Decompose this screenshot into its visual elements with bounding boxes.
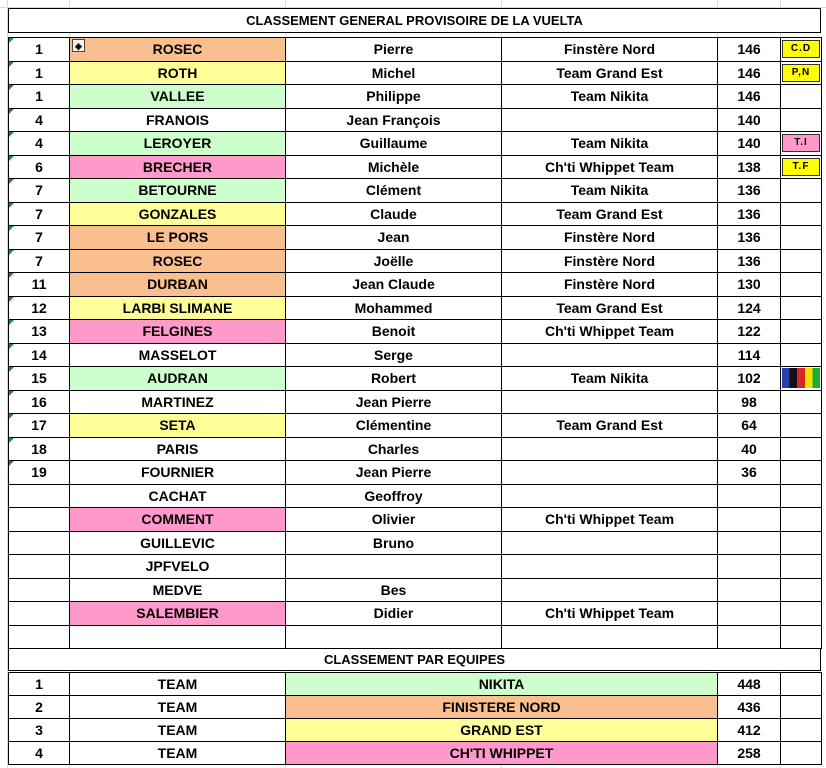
badge-cell[interactable] [781,625,822,649]
firstname-cell[interactable]: Clément [286,179,502,203]
team-cell[interactable]: Team Grand Est [502,296,718,320]
rank-cell[interactable]: 17 [9,414,70,438]
ranking-row [9,531,822,555]
rank-cell[interactable]: 19 [9,461,70,485]
error-indicator-icon [9,109,14,114]
error-indicator-icon [9,62,14,67]
firstname-cell[interactable]: Clémentine [286,414,502,438]
comment-indicator-icon[interactable]: ◈ [72,39,85,52]
error-indicator-icon [9,438,14,443]
team-points-cell[interactable]: 258 [718,742,781,765]
error-indicator-icon [9,391,14,396]
jersey-badge: T.I [782,134,820,152]
team-cell[interactable] [502,531,718,555]
points-cell[interactable]: 98 [718,390,781,414]
rank-cell[interactable] [9,555,70,579]
rank-cell[interactable] [9,484,70,508]
firstname-cell[interactable]: Robert [286,367,502,391]
team-label-cell[interactable]: TEAM [70,673,286,696]
points-cell[interactable] [718,508,781,532]
rank-cell[interactable]: 15 [9,367,70,391]
badge-cell[interactable] [781,202,822,226]
team-rank-cell[interactable]: 4 [9,742,70,765]
badge-cell[interactable] [781,179,822,203]
badge-cell[interactable] [781,555,822,579]
firstname-cell[interactable] [286,625,502,649]
team-points-cell[interactable]: 448 [718,673,781,696]
firstname-cell[interactable]: Bes [286,578,502,602]
team-cell[interactable]: Team Grand Est [502,202,718,226]
team-cell[interactable]: Team Nikita [502,179,718,203]
points-cell[interactable]: 140 [718,132,781,156]
rank-cell[interactable]: 18 [9,437,70,461]
team-cell[interactable] [502,578,718,602]
points-cell[interactable] [718,625,781,649]
team-cell[interactable] [502,343,718,367]
surname-cell[interactable]: AUDRAN [70,367,286,391]
team-cell[interactable] [502,555,718,579]
points-cell[interactable]: 136 [718,249,781,273]
team-row [9,742,822,765]
points-cell[interactable]: 122 [718,320,781,344]
team-cell[interactable]: Team Nikita [502,85,718,109]
ranking-row [9,61,822,85]
points-cell[interactable]: 64 [718,414,781,438]
badge-cell[interactable] [781,578,822,602]
rank-cell[interactable] [9,625,70,649]
ranking-row [9,202,822,226]
firstname-cell[interactable]: Philippe [286,85,502,109]
team-name-cell[interactable]: CH'TI WHIPPET [286,742,718,765]
team-cell[interactable]: Ch'ti Whippet Team [502,508,718,532]
error-indicator-icon [9,461,14,466]
firstname-cell[interactable]: Benoit [286,320,502,344]
team-points-cell[interactable]: 412 [718,719,781,742]
ranking-row [9,38,822,62]
rank-cell[interactable] [9,508,70,532]
badge-cell[interactable] [781,85,822,109]
badge-cell[interactable] [781,508,822,532]
ranking-row [9,390,822,414]
team-cell[interactable]: Ch'ti Whippet Team [502,155,718,179]
surname-cell[interactable]: SETA [70,414,286,438]
rank-cell[interactable]: 1 [9,61,70,85]
firstname-cell[interactable]: Geoffroy [286,484,502,508]
badge-cell[interactable] [781,343,822,367]
surname-cell[interactable] [70,625,286,649]
surname-cell[interactable]: BETOURNE [70,179,286,203]
team-row [9,719,822,742]
badge-cell[interactable] [781,132,822,156]
points-cell[interactable]: 102 [718,367,781,391]
team-cell[interactable]: Team Grand Est [502,61,718,85]
firstname-cell[interactable]: Bruno [286,531,502,555]
rank-cell[interactable]: 7 [9,249,70,273]
team-cell[interactable] [502,625,718,649]
firstname-cell[interactable]: Claude [286,202,502,226]
firstname-cell[interactable]: Didier [286,602,502,626]
rank-cell[interactable]: 13 [9,320,70,344]
points-cell[interactable] [718,602,781,626]
team-cell[interactable]: Finstère Nord [502,226,718,250]
rank-cell[interactable]: 7 [9,202,70,226]
team-rank-cell[interactable]: 1 [9,673,70,696]
rank-cell[interactable]: 7 [9,179,70,203]
ranking-row [9,414,822,438]
points-cell[interactable]: 136 [718,179,781,203]
surname-cell[interactable]: LARBI SLIMANE [70,296,286,320]
rank-cell[interactable]: 14 [9,343,70,367]
jersey-badge: C.D [782,40,820,58]
error-indicator-icon [9,250,14,255]
error-indicator-icon [9,38,14,43]
general-ranking-title: CLASSEMENT GENERAL PROVISOIRE DE LA VUELTA [8,8,821,33]
points-cell[interactable]: 146 [718,61,781,85]
surname-cell[interactable]: MARTINEZ [70,390,286,414]
team-rank-cell[interactable]: 3 [9,719,70,742]
badge-cell[interactable] [781,155,822,179]
rank-cell[interactable]: 11 [9,273,70,297]
error-indicator-icon [9,85,14,90]
rank-cell[interactable]: 16 [9,390,70,414]
surname-cell[interactable]: FOURNIER [70,461,286,485]
badge-cell[interactable] [781,367,822,391]
error-indicator-icon [9,132,14,137]
surname-cell[interactable]: CACHAT [70,484,286,508]
points-cell[interactable]: 124 [718,296,781,320]
ranking-row [9,273,822,297]
firstname-cell[interactable]: Jean [286,226,502,250]
ranking-row [9,461,822,485]
surname-cell[interactable]: LE PORS [70,226,286,250]
surname-cell[interactable]: ROSEC [70,249,286,273]
points-cell[interactable] [718,578,781,602]
rank-cell[interactable]: 6 [9,155,70,179]
badge-cell[interactable] [781,273,822,297]
team-cell[interactable] [502,108,718,132]
rank-cell[interactable] [9,531,70,555]
badge-cell[interactable] [781,414,822,438]
team-ranking-table [8,672,822,765]
rank-cell[interactable]: 1 [9,38,70,62]
team-cell[interactable]: Ch'ti Whippet Team [502,602,718,626]
general-ranking-table [8,37,822,649]
badge-cell[interactable] [781,531,822,555]
ranking-row [9,484,822,508]
points-cell[interactable]: 114 [718,343,781,367]
ranking-row [9,226,822,250]
badge-cell[interactable] [781,461,822,485]
team-cell[interactable]: Team Nikita [502,367,718,391]
ranking-row [9,343,822,367]
rank-cell[interactable]: 1 [9,85,70,109]
team-label-cell[interactable]: TEAM [70,696,286,719]
jersey-badge: P,N [782,64,820,82]
error-indicator-icon [9,156,14,161]
surname-cell[interactable]: COMMENT [70,508,286,532]
rank-cell[interactable] [9,602,70,626]
surname-cell[interactable]: MEDVE [70,578,286,602]
surname-cell[interactable]: BRECHER [70,155,286,179]
team-cell[interactable]: Ch'ti Whippet Team [502,320,718,344]
ranking-row [9,155,822,179]
team-cell[interactable] [502,437,718,461]
ranking-row [9,85,822,109]
points-cell[interactable]: 136 [718,202,781,226]
points-cell[interactable]: 146 [718,85,781,109]
ranking-row [9,132,822,156]
badge-cell[interactable] [781,38,822,62]
error-indicator-icon [9,414,14,419]
badge-cell[interactable] [781,390,822,414]
team-cell[interactable] [502,461,718,485]
rank-cell[interactable]: 7 [9,226,70,250]
ranking-row [9,625,822,649]
error-indicator-icon [9,344,14,349]
ranking-row [9,555,822,579]
firstname-cell[interactable]: Mohammed [286,296,502,320]
surname-cell[interactable]: LEROYER [70,132,286,156]
ranking-row [9,296,822,320]
firstname-cell[interactable]: Jean François [286,108,502,132]
points-cell[interactable]: 36 [718,461,781,485]
badge-cell[interactable] [781,320,822,344]
error-indicator-icon [9,203,14,208]
team-name-cell[interactable]: FINISTERE NORD [286,696,718,719]
firstname-cell[interactable]: Jean Pierre [286,461,502,485]
ranking-row [9,578,822,602]
team-row [9,673,822,696]
points-cell[interactable]: 138 [718,155,781,179]
empty-cell[interactable] [781,742,822,765]
firstname-cell[interactable]: Michel [286,61,502,85]
jersey-badge: T.F [782,158,820,176]
team-points-cell[interactable]: 436 [718,696,781,719]
ranking-row [9,108,822,132]
team-row [9,696,822,719]
surname-cell[interactable]: GONZALES [70,202,286,226]
empty-cell[interactable] [781,673,822,696]
team-cell[interactable]: Finstère Nord [502,249,718,273]
error-indicator-icon [9,226,14,231]
points-cell[interactable] [718,555,781,579]
color-stripes-icon [782,368,820,388]
surname-cell[interactable]: SALEMBIER [70,602,286,626]
surname-cell[interactable]: MASSELOT [70,343,286,367]
surname-cell[interactable]: FELGINES [70,320,286,344]
firstname-cell[interactable]: Jean Pierre [286,390,502,414]
team-cell[interactable]: Team Grand Est [502,414,718,438]
rank-cell[interactable] [9,578,70,602]
team-name-cell[interactable]: NIKITA [286,673,718,696]
team-name-cell[interactable]: GRAND EST [286,719,718,742]
ranking-row [9,508,822,532]
points-cell[interactable]: 40 [718,437,781,461]
rank-cell[interactable]: 12 [9,296,70,320]
surname-cell[interactable]: GUILLEVIC [70,531,286,555]
firstname-cell[interactable]: Serge [286,343,502,367]
surname-cell[interactable]: ROTH [70,61,286,85]
rank-cell[interactable]: 4 [9,132,70,156]
team-label-cell[interactable]: TEAM [70,742,286,765]
badge-cell[interactable] [781,226,822,250]
points-cell[interactable] [718,531,781,555]
ranking-row [9,437,822,461]
firstname-cell[interactable]: Michèle [286,155,502,179]
empty-cell[interactable] [781,719,822,742]
firstname-cell[interactable]: Guillaume [286,132,502,156]
badge-cell[interactable] [781,602,822,626]
ranking-row [9,179,822,203]
surname-cell[interactable]: JPFVELO [70,555,286,579]
firstname-cell[interactable]: Pierre [286,38,502,62]
empty-cell[interactable] [781,696,822,719]
error-indicator-icon [9,320,14,325]
surname-cell[interactable]: ROSEC [70,38,286,62]
rank-cell[interactable]: 4 [9,108,70,132]
points-cell[interactable]: 140 [718,108,781,132]
firstname-cell[interactable] [286,555,502,579]
firstname-cell[interactable]: Joëlle [286,249,502,273]
firstname-cell[interactable]: Olivier [286,508,502,532]
error-indicator-icon [9,297,14,302]
team-rank-cell[interactable]: 2 [9,696,70,719]
badge-cell[interactable] [781,296,822,320]
badge-cell[interactable] [781,484,822,508]
badge-cell[interactable] [781,437,822,461]
points-cell[interactable]: 136 [718,226,781,250]
firstname-cell[interactable]: Charles [286,437,502,461]
surname-cell[interactable]: FRANOIS [70,108,286,132]
ranking-row [9,320,822,344]
ranking-row [9,367,822,391]
team-label-cell[interactable]: TEAM [70,719,286,742]
ranking-row [9,602,822,626]
badge-cell[interactable] [781,61,822,85]
team-cell[interactable]: Finstère Nord [502,273,718,297]
ranking-row [9,249,822,273]
error-indicator-icon [9,367,14,372]
surname-cell[interactable]: PARIS [70,437,286,461]
points-cell[interactable]: 130 [718,273,781,297]
points-cell[interactable]: 146 [718,38,781,62]
team-ranking-title: CLASSEMENT PAR EQUIPES [8,648,821,671]
team-cell[interactable] [502,390,718,414]
team-cell[interactable]: Team Nikita [502,132,718,156]
badge-cell[interactable] [781,108,822,132]
error-indicator-icon [9,273,14,278]
badge-cell[interactable] [781,249,822,273]
points-cell[interactable] [718,484,781,508]
firstname-cell[interactable]: Jean Claude [286,273,502,297]
surname-cell[interactable]: VALLEE [70,85,286,109]
team-cell[interactable] [502,484,718,508]
error-indicator-icon [9,179,14,184]
surname-cell[interactable]: DURBAN [70,273,286,297]
team-cell[interactable]: Finstère Nord [502,38,718,62]
